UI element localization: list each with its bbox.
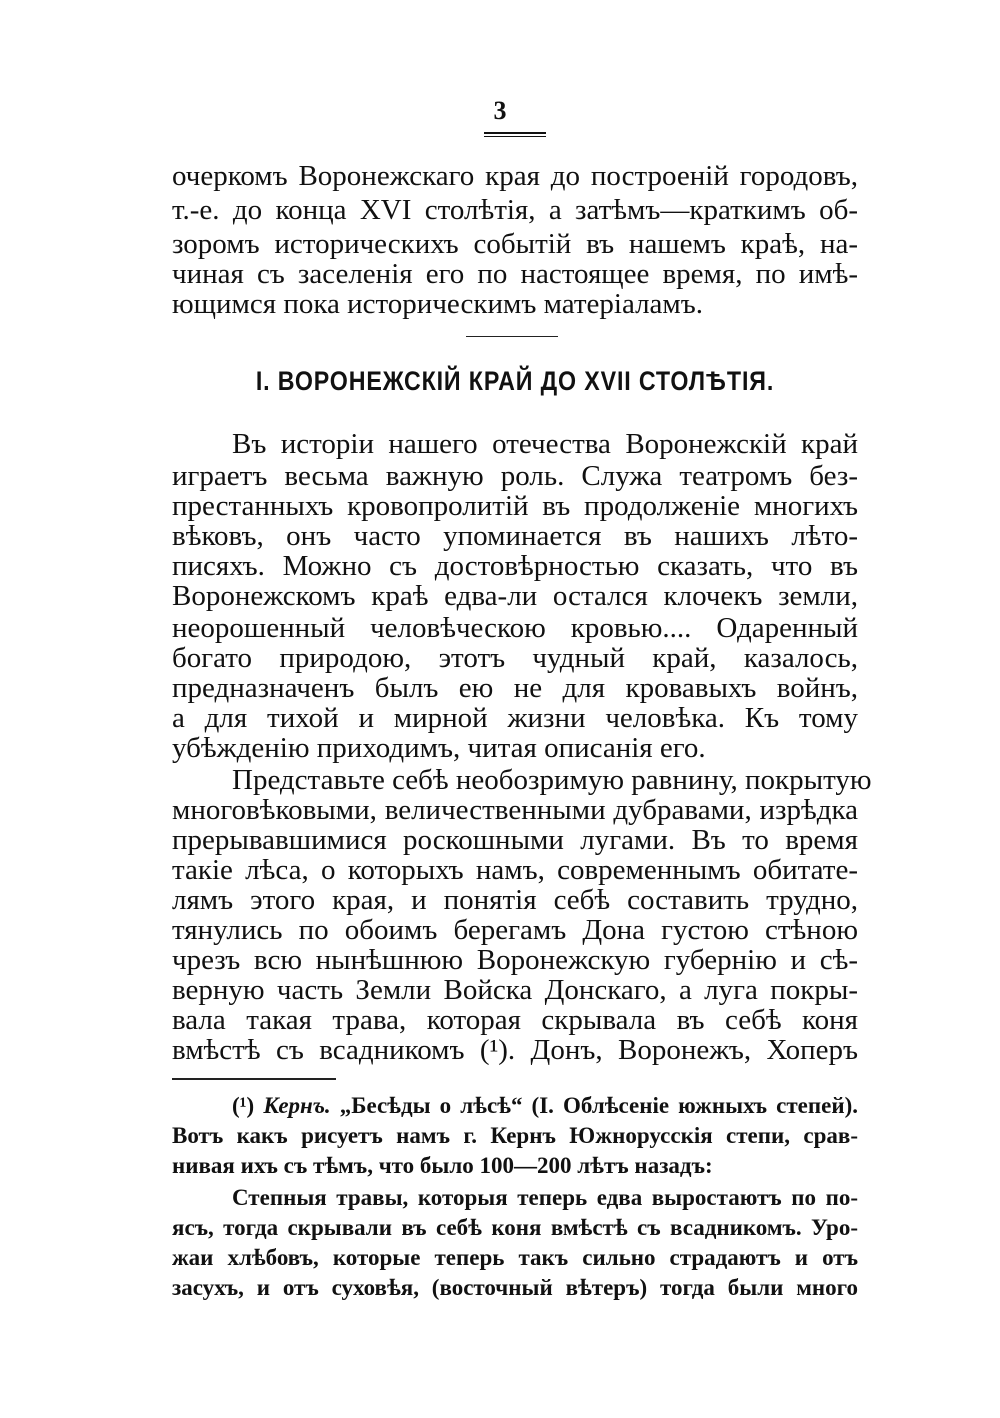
- page-number: 3: [493, 96, 507, 125]
- footnote-author: Кернъ.: [263, 1093, 331, 1118]
- paragraph-line: лямъ этого края, и понятія себѣ составить трудно,: [172, 884, 858, 916]
- paragraph-line: вала такая трава, которая скрывала въ себѣ коня: [172, 1004, 858, 1036]
- footnote-source: „Бесѣды о лѣсѣ“ (I. Облѣсеніе южныхъ степей).: [339, 1093, 859, 1118]
- footnote-line: [232, 1092, 858, 1120]
- paragraph-line: а для тихой и мирной жизни человѣка. Къ тому: [172, 702, 858, 734]
- section-separator: [466, 336, 558, 337]
- paragraph-line: предназначенъ былъ ею не для кровавыхъ войнъ,: [172, 672, 858, 704]
- paragraph-line: прерывавшимися роскошными лугами. Въ то время: [172, 824, 858, 856]
- footnote-quote-line: засухъ, и отъ суховѣя, (восточный вѣтеръ) тогда были много: [172, 1275, 858, 1300]
- footnote-quote-line: ясъ, тогда скрывали въ себѣ коня вмѣстѣ съ всадникомъ. Уро-: [172, 1215, 858, 1240]
- paragraph-line: писяхъ. Можно съ достовѣрностью сказать, что въ: [172, 550, 858, 582]
- paragraph-line: играетъ весьма важную роль. Служа театромъ без-: [172, 460, 858, 492]
- intro-line: т.-е. до конца XVI столѣтія, а затѣмъ—краткимъ об-: [172, 194, 858, 226]
- footnote-line: Вотъ какъ рисуетъ намъ г. Кернъ Южнорусскія степи, срав-: [172, 1123, 858, 1148]
- paragraph-line: вмѣстѣ съ всадникомъ (¹). Донъ, Воронежъ, Хоперъ: [172, 1034, 858, 1066]
- intro-line: зоромъ историческихъ событій въ нашемъ краѣ, на-: [172, 228, 858, 260]
- paragraph-line: Въ исторіи нашего отечества Воронежскій край: [232, 428, 858, 460]
- paragraph-line: Воронежскомъ краѣ едва-ли остался клочекъ земли,: [172, 580, 858, 612]
- paragraph-line: такіе лѣса, о которыхъ намъ, современнымъ обитате-: [172, 854, 858, 886]
- paragraph-line: вѣковъ, онъ часто упоминается въ нашихъ лѣто-: [172, 520, 858, 552]
- paragraph-line: богато природою, этотъ чудный край, казалось,: [172, 642, 858, 674]
- paragraph-line: Представьте себѣ необозримую равнину, покрытую: [232, 764, 872, 796]
- paragraph-line: тянулись по обоимъ берегамъ Дона густою стѣною: [172, 914, 858, 946]
- paragraph-line: чрезъ всю нынѣшнюю Воронежскую губернію и сѣ-: [172, 944, 858, 976]
- footnote-line: нивая ихъ съ тѣмъ, что было 100—200 лѣтъ назадъ:: [172, 1153, 713, 1178]
- paragraph-line: престанныхъ кровопролитій въ продолженіе многихъ: [172, 490, 858, 522]
- intro-line: ющимся пока историческимъ матеріаламъ.: [172, 288, 704, 320]
- paragraph-line: убѣжденію приходимъ, читая описанія его.: [172, 732, 706, 764]
- page-number-rule: [484, 132, 546, 137]
- footnote-quote-line: Степныя травы, которыя теперь едва выростаютъ по по-: [232, 1185, 858, 1210]
- paragraph-line: неорошенный человѣческою кровью.... Одаренный: [172, 612, 858, 644]
- footnote-rule: [172, 1078, 336, 1080]
- intro-line: очеркомъ Воронежскаго края до построеній городовъ,: [172, 160, 858, 192]
- section-heading: I. ВОРОНЕЖСКІЙ КРАЙ ДО XVII СТОЛѢТІЯ.: [255, 366, 775, 396]
- intro-line: чиная съ заселенія его по настоящее время, по имѣ-: [172, 258, 858, 290]
- footnote-marker: (¹): [232, 1093, 255, 1118]
- footnote-quote-line: жаи хлѣбовъ, которые теперь такъ сильно страдаютъ и отъ: [172, 1245, 858, 1270]
- paragraph-line: верную часть Земли Войска Донскаго, а луга покры-: [172, 974, 858, 1006]
- paragraph-line: многовѣковыми, величественными дубравами, изрѣдка: [172, 794, 858, 826]
